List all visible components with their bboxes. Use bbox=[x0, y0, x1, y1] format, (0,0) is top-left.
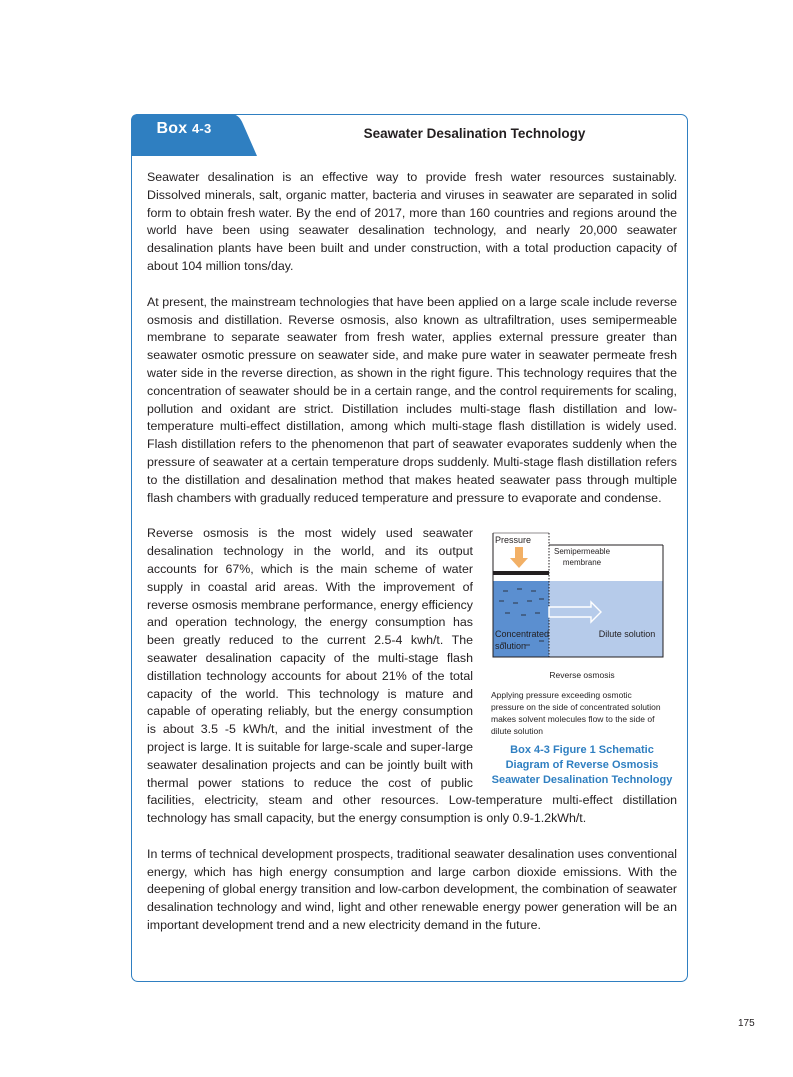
pressure-label: Pressure bbox=[495, 535, 532, 546]
concentrated-label-1: Concentrated bbox=[495, 629, 550, 640]
figure-note: Applying pressure exceeding osmotic pressure on the side of concentrated solution makes solvent molecules flow to the side of dilute solution bbox=[491, 690, 661, 737]
dilute-label: Dilute solution bbox=[598, 629, 656, 640]
info-box bbox=[131, 114, 688, 982]
box-title: Seawater Desalination Technology bbox=[363, 126, 586, 141]
concentrated-label-2: solution bbox=[495, 641, 527, 652]
membrane-label-2: membrane bbox=[562, 558, 602, 568]
paragraph-2: At present, the mainstream technologies that have been applied on a large scale include reverse osmosis and distillation. Reverse osmosis, also known as ultrafiltration, uses semipermeable membrane to separate seawater from fresh water, applies external pressure greater than seawater osmotic pressure on seawater side, and make pure water in seawater permeate fresh water side in the reverse direction, as shown in the right figure. This technology requires that the concentration of seawater should be in a certain range, and the control requirements for scaling, pollution and oxidant are strict. Distillation includes multi-stage flash distillation and low-temperature multi-effect distillation, among which multi-stage flash distillation is widely used. Flash distillation refers to the phenomenon that part of seawater evaporates suddenly when the pressure of seawater at a certain temperature drops suddenly. Multi-stage flash distillation refers to the distillation and desalination method that makes heated seawater pass through multiple flash chambers with gradually reduced temperature and pressure to evaporate and condense. bbox=[147, 294, 677, 505]
reverse-osmosis-diagram bbox=[487, 525, 677, 665]
membrane-label-1: Semipermeable bbox=[553, 547, 611, 557]
piston bbox=[493, 571, 549, 575]
box-label bbox=[157, 120, 212, 138]
box-label-number: 4-3 bbox=[191, 120, 212, 136]
page-number: 175 bbox=[738, 1018, 755, 1029]
paragraph-4: In terms of technical development prospects, traditional seawater desalination uses conventional energy, which has high energy consumption and large carbon dioxide emissions. With the deepening of global energy transition and low-carbon development, the combination of seawater desalination technology and wind, light and other renewable energy power generation will be an important development trend and a new electricity demand in the future. bbox=[147, 846, 677, 933]
reverse-osmosis-figure bbox=[487, 525, 677, 788]
box-content bbox=[147, 169, 677, 935]
pressure-arrow-icon bbox=[510, 547, 528, 568]
diagram-title: Reverse osmosis bbox=[549, 670, 615, 681]
dilute-fill bbox=[549, 581, 663, 657]
paragraph-1: Seawater desalination is an effective way to provide fresh water resources sustainably. Dissolved minerals, salt, organic matter, bacteria and viruses in seawater are separated in solid form to obtain fresh water. By the end of 2017, more than 160 countries and regions around the world have been using seawater desalination technology, and nearly 20,000 seawater desalination plants have been built and under construction, with a total production capacity of about 104 million tons/day. bbox=[147, 170, 677, 273]
box-label-word: Box bbox=[156, 119, 188, 137]
box-tab bbox=[131, 114, 261, 156]
figure-caption: Box 4-3 Figure 1 Schematic Diagram of Reverse Osmosis Seawater Desalination Technology bbox=[491, 744, 673, 787]
paragraph-3: Reverse osmosis is the most widely used seawater desalination technology in the world, and its output accounts for 67%, which is the main scheme of water supply in coastal arid areas. With the improvement of reverse osmosis membrane performance, energy efficiency and operation technology, the energy consumption has been greatly reduced to the current 2.5-4 kwh/t. The seawater desalination capacity of the multi-stage flash distillation technology accounts for about 21% of the total capacity of the world. This technology is mature and capable of operating reliably, but the energy consumption is about 3.5 -5 kWh/t, and the initial investment of the project is large. It is suitable for large-scale and super-large seawater desalination projects and can be jointly built with thermal power stations to reduce the cost of public facilities, electricity, steam and other resources. Low-temperature multi-effect distillation technology has small capacity, but the energy consumption is only 0.9-1.2kWh/t. bbox=[147, 526, 677, 826]
